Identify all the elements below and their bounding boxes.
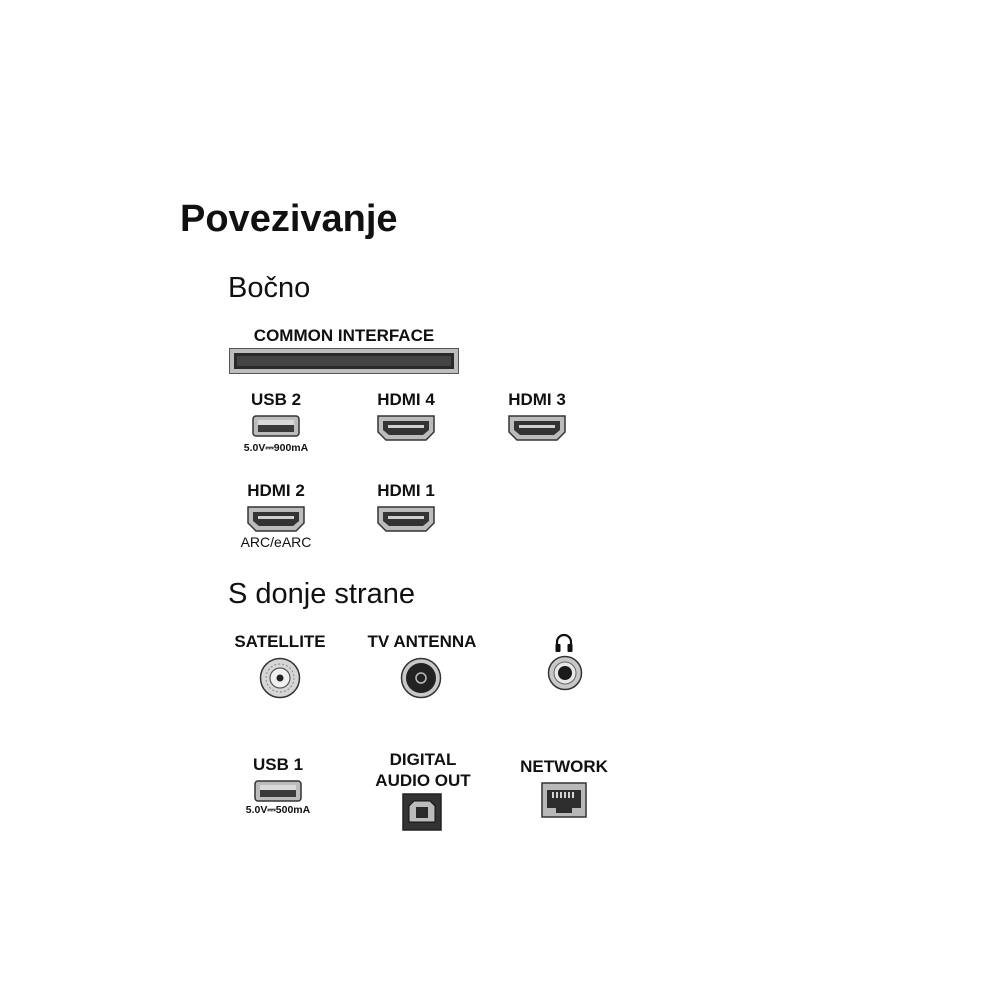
hdmi4-label: HDMI 4 <box>377 390 435 409</box>
optical-audio-port-icon <box>402 793 442 831</box>
tv-antenna-label: TV ANTENNA <box>367 632 477 651</box>
usb1-port-icon <box>254 780 302 802</box>
satellite-connector-icon <box>259 657 301 699</box>
usb1-spec: 5.0V⎓500mA <box>245 804 311 816</box>
hdmi2-note: ARC/eARC <box>240 534 312 550</box>
common-interface-slot <box>229 348 459 374</box>
usb2-spec: 5.0V⎓900mA <box>243 442 309 454</box>
hdmi2-label: HDMI 2 <box>247 481 305 500</box>
network-label: NETWORK <box>520 757 608 776</box>
hdmi3-port-icon <box>507 414 567 442</box>
headphones-icon <box>554 632 574 654</box>
ethernet-port-icon <box>541 782 587 818</box>
usb2-label: USB 2 <box>250 390 302 409</box>
hdmi4-port-icon <box>376 414 436 442</box>
digital-audio-label-line2: AUDIO OUT <box>375 771 471 790</box>
section-bottom-title: S donje strane <box>228 578 416 610</box>
page-title: Povezivanje <box>180 198 398 240</box>
usb1-label: USB 1 <box>252 755 304 774</box>
headphone-jack-icon <box>547 655 583 691</box>
usb2-port-icon <box>252 415 300 437</box>
digital-audio-label-line1: DIGITAL <box>389 750 457 769</box>
hdmi3-label: HDMI 3 <box>508 390 566 409</box>
satellite-label: SATELLITE <box>234 632 326 651</box>
hdmi2-port-icon <box>246 505 306 533</box>
tv-antenna-connector-icon <box>400 657 442 699</box>
hdmi1-port-icon <box>376 505 436 533</box>
hdmi1-label: HDMI 1 <box>377 481 435 500</box>
common-interface-label: COMMON INTERFACE <box>253 326 435 345</box>
section-side-title: Bočno <box>228 272 311 304</box>
